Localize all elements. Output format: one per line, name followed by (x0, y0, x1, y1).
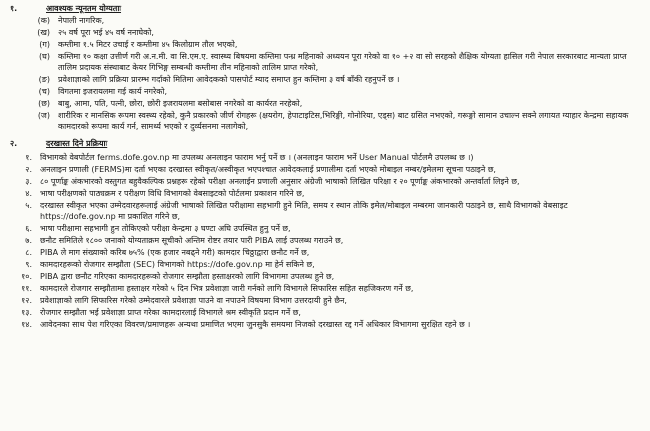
list-item (6, 164, 644, 175)
item-text: दरखास्त स्वीकृत भएका उम्मेदवारहरूलाई अंग्रेजी भाषाको लिखित परीक्षामा सहभागी हुने मिति, समय र स्थान तोकि इमेल/मोबाइल नम्बरमा जानकारी पठाइने छ, साथै विभागको वेबसाइट https://dofe.gov.np मा प्रकाशित गरिने छ, (40, 201, 568, 221)
list-item (6, 39, 644, 50)
item-marker: १३. (21, 308, 32, 317)
list-item (6, 295, 644, 306)
item-text: नेपाली नागरिक, (58, 16, 105, 25)
list-item (6, 86, 644, 97)
item-marker: (ख) (37, 28, 50, 37)
list-item (6, 319, 644, 330)
item-text: छनौट समितिले १८०० जनाको योग्यताक्रम सूचीको अन्तिम रोष्टर तयार पारी PIBA लाई उपलब्ध गराउने छ, (40, 236, 344, 245)
item-marker: १. (25, 153, 32, 162)
item-text: शारीरिक र मानसिक रूपमा स्वस्थ्य रहेको, कुनै प्रकारको जीर्ण रोगहरू (क्षयरोग, हेपाटाइटिस,भिरिङ्गी, गोनोरिया, एड्स) बाट ग्रसित नभएको, गरूङ्गो सामान उचाल्न सक्ने लगायत ग्याहार केन्द्रमा सहायक कामदारको रूपमा कार्य गर्न, सामर्थ्य भएको र दुर्व्यसनमा नलागेको, (58, 111, 629, 131)
item-marker: (क) (37, 16, 50, 25)
item-text: विगतमा इजरायलमा गई कार्य नगरेको, (58, 87, 168, 96)
item-text: PIBA द्वारा छनौट गरिएका कामदारहरूको रोजगार सम्झौता हस्ताक्षरको लागि विभागमा उपलब्ध हुने छ, (40, 272, 335, 281)
list-item (6, 176, 644, 187)
list-item (6, 51, 644, 73)
section-1-heading (6, 2, 644, 15)
item-marker: ८. (25, 248, 32, 257)
item-marker: ९. (25, 260, 32, 269)
item-marker: ४. (25, 189, 32, 198)
item-text: प्रवेशाज्ञाको लागि सिफारिस गरेको उम्मेदवारले प्रवेशाज्ञा पाउने वा नपाउने विषयमा विभाग उत्तरदायी हुने छैन, (40, 296, 347, 305)
item-text: कामदारहरूको रोजगार सम्झौता (SEC) विभागको https://dofe.gov.np मा हेर्न सकिने छ, (40, 260, 315, 269)
item-marker: (च) (38, 87, 50, 96)
item-marker: ११. (21, 284, 32, 293)
item-marker: (छ) (38, 99, 50, 108)
section-1-number: १. (10, 4, 18, 13)
item-text: २५ वर्ष पूरा भई ४५ वर्ष ननाघेको, (58, 28, 154, 37)
section-2-number: २. (10, 139, 18, 148)
item-text: कामदारले रोजगार सम्झौतामा हस्ताक्षर गरेको ५ दिन भित्र प्रवेशाज्ञा जारी गर्नको लागि विभागले सिफारिस सहित सहजिकरण गर्ने छ, (40, 284, 414, 293)
qualification-list (6, 15, 644, 132)
list-item (6, 259, 644, 270)
list-item (6, 15, 644, 26)
item-marker: २. (25, 165, 32, 174)
item-marker: ३. (25, 177, 32, 186)
item-text: आवेदनका साथ पेश गरिएका विवरण/प्रमाणहरू अन्यथा प्रमाणित भएमा जुनसुकै समयमा निजको दरखास्त रद्द गर्ने अधिकार विभागमा सुरक्षित रहने छ । (40, 320, 471, 329)
item-text: ८० पूर्णाङ्क अंकभारको वस्तुगत बहुवैकल्पिक प्रश्नहरू रहेको परीक्षा अनलाईन प्रणाली अनुसार अंग्रेजी भाषाको लिखित परिक्षा र २० पूर्णाङ्क अंकभारको अन्तर्वार्ता लिइने छ, (40, 177, 520, 186)
list-item (6, 74, 644, 85)
list-item (6, 247, 644, 258)
list-item (6, 152, 644, 163)
item-marker: ६. (25, 224, 32, 233)
list-item (6, 235, 644, 246)
item-text: PIBA ले माग संख्याको करिब ७५% (एक हजार नबढ्ने गरी) कामदार चिठ्ठाद्वारा छनौट गर्ने छ, (40, 248, 310, 257)
section-2-heading (6, 137, 644, 150)
application-process-list (6, 152, 644, 330)
item-marker: १०. (21, 272, 32, 281)
section-2-title: दरखास्त दिने प्रक्रियाः (46, 139, 108, 148)
item-text: प्रवेशाज्ञाको लागि प्रक्रिया प्रारम्भ गर्दाको मितिमा आवेदकको पासपोर्ट म्याद समाप्त हुन कम्तिमा ३ वर्ष बाँकी रहनुपर्ने छ । (58, 75, 400, 84)
item-text: रोजगार सम्झौता भई प्रवेशाज्ञा प्राप्त गरेका कामदारलाई विभागले श्रम स्वीकृति प्रदान गर्ने छ, (40, 308, 301, 317)
item-text: भाषा परीक्षणको पाठ्यक्रम र परीक्षण विधि विभागको वेबसाइटको पोर्टलमा प्रकाशन गरिने छ, (40, 189, 305, 198)
list-item (6, 271, 644, 282)
item-marker: (घ) (39, 52, 50, 61)
item-marker: (ग) (39, 40, 50, 49)
item-marker: (ज) (37, 111, 50, 120)
list-item (6, 27, 644, 38)
item-marker: १४. (21, 320, 32, 329)
item-text: कम्तीमा १.५ मिटर उचाई र कम्तीमा ४५ किलोग्राम तौल भएको, (58, 40, 238, 49)
item-text: भाषा परीक्षामा सहभागी हुन तोकिएको परीक्षा केन्द्रमा ३ घण्टा अघि उपस्थित हुनु पर्ने छ, (40, 224, 291, 233)
section-1-title: आवश्यक न्यूनतम योग्यताः (46, 4, 122, 13)
item-text: विभागको वेबपोर्टल ferms.dofe.gov.np मा उपलब्ध अनलाइन फाराम भर्नु पर्ने छ । (अनलाइन फाराम भर्ने User Manual पोर्टलमै उपलब्ध छ ।) (40, 153, 474, 162)
item-marker: १२. (21, 296, 32, 305)
list-item (6, 200, 644, 222)
list-item (6, 223, 644, 234)
list-item (6, 307, 644, 318)
list-item (6, 110, 644, 132)
item-text: बाबु, आमा, पति, पत्नी, छोरा, छोरी इजरायलमा बसोबास नगरेको वा कार्यरत नरहेको, (58, 99, 303, 108)
list-item (6, 188, 644, 199)
item-marker: ७. (25, 236, 32, 245)
list-item (6, 283, 644, 294)
item-text: अनलाइन प्रणाली (FERMS)मा दर्ता भएका दरखास्त स्वीकृत/अस्वीकृत भएपश्चात आवेदकलाई प्रणालीमा दर्ता भएको मोबाइल नम्बर/इमेलमा सूचना पठाइने छ, (40, 165, 496, 174)
list-item (6, 98, 644, 109)
item-marker: (ङ) (38, 75, 50, 84)
item-text: कम्तिमा १० कक्षा उत्तीर्ण गरी अ.न.मी. वा सि.एम.ए. स्वास्थ्य बिषयमा कम्तिमा पन्ध्र महिनाको अध्ययन पूरा गरेको वा १० +२ वा सो सरहको शैक्षिक योग्यता हासिल गरी नेपाल सरकारबाट मान्यता प्राप्त तालिम प्रदायक संस्थाबाट केयर गिभिङ्ग सम्बन्धी कम्तीमा तीन महिनाको तालिम प्राप्त गरेको, (58, 52, 627, 72)
item-marker: ५. (25, 201, 32, 210)
